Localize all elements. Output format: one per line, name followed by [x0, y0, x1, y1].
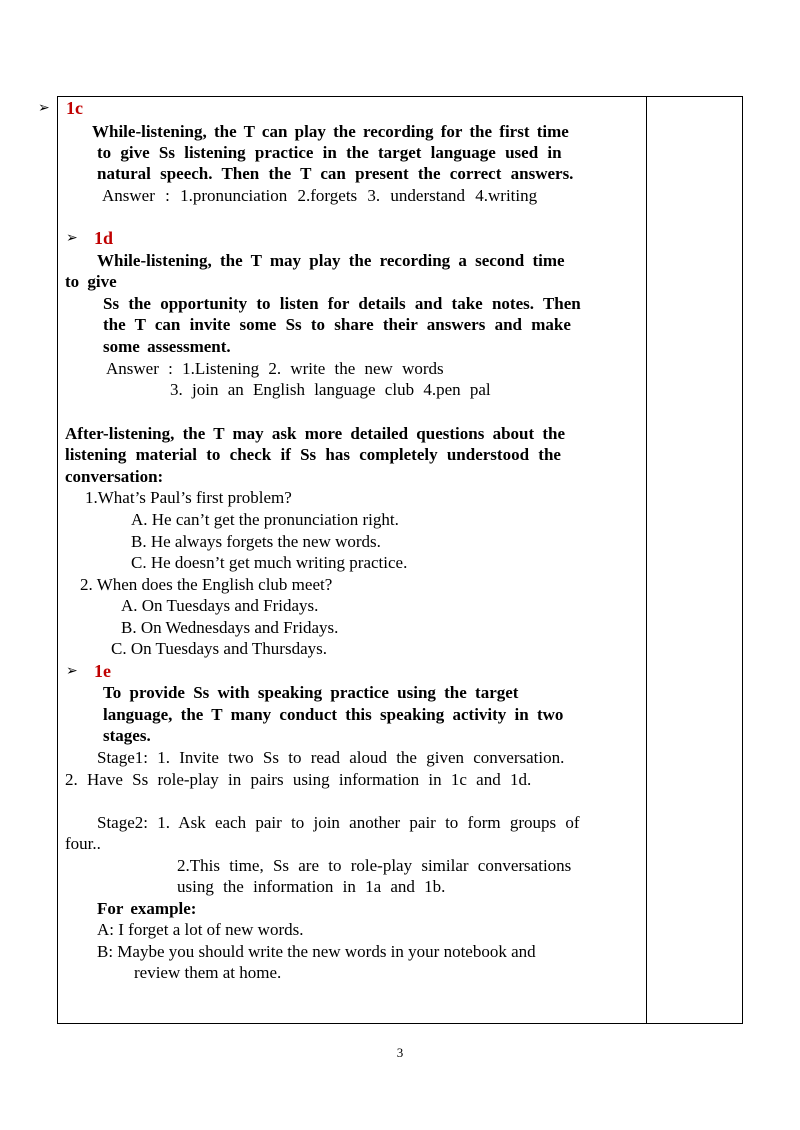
s1c-line-2: to give Ss listening practice in the target language used in	[97, 143, 562, 162]
s1e-line-3: stages.	[103, 726, 151, 745]
s1c-answer: Answer : 1.pronunciation 2.forgets 3. understand 4.writing	[102, 186, 538, 205]
question-1: 1.What’s Paul’s first problem?	[85, 488, 292, 507]
q2-option-a: A. On Tuesdays and Fridays.	[121, 596, 319, 615]
stage2-line-2: four..	[65, 834, 101, 853]
after-line-3: conversation:	[65, 467, 164, 486]
q1-option-c: C. He doesn’t get much writing practice.	[131, 553, 408, 572]
stage1-line-2: 2. Have Ss role-play in pairs using information in 1c and 1d.	[65, 770, 532, 789]
section-heading-1c: 1c	[66, 98, 83, 118]
s1d-line-4: the T can invite some Ss to share their answers and make	[103, 315, 571, 334]
example-b-line-1: B: Maybe you should write the new words in your notebook and	[97, 942, 536, 961]
after-line-1: After-listening, the T may ask more detailed questions about the	[65, 424, 566, 443]
s1d-line-3: Ss the opportunity to listen for details and take notes. Then	[103, 294, 581, 313]
s1d-line-1: While-listening, the T may play the recording a second time	[97, 251, 565, 270]
arrow-bullet-icon: ➢	[38, 100, 50, 116]
after-line-2: listening material to check if Ss has completely understood the	[65, 445, 561, 464]
example-label: For example:	[97, 899, 197, 918]
section-heading-1e: 1e	[94, 661, 111, 681]
q2-option-b: B. On Wednesdays and Fridays.	[121, 618, 339, 637]
s1d-answer-2: 3. join an English language club 4.pen pal	[170, 380, 491, 399]
section-heading-1d: 1d	[94, 228, 114, 248]
stage2-line-3: 2.This time, Ss are to role-play similar conversations	[177, 856, 572, 875]
arrow-bullet-icon: ➢	[66, 663, 78, 679]
example-a: A: I forget a lot of new words.	[97, 920, 304, 939]
s1d-line-5: some assessment.	[103, 337, 231, 356]
stage2-line-1: Stage2: 1. Ask each pair to join another pair to form groups of	[97, 813, 580, 832]
s1d-line-2: to give	[65, 272, 117, 291]
s1d-answer-1: Answer : 1.Listening 2. write the new words	[106, 359, 444, 378]
table-column-divider	[646, 96, 647, 1024]
stage2-line-4: using the information in 1a and 1b.	[177, 877, 446, 896]
q2-option-c: C. On Tuesdays and Thursdays.	[111, 639, 327, 658]
q1-option-a: A. He can’t get the pronunciation right.	[131, 510, 399, 529]
arrow-bullet-icon: ➢	[66, 230, 78, 246]
stage1-line-1: Stage1: 1. Invite two Ss to read aloud the given conversation.	[97, 748, 565, 767]
example-b-line-2: review them at home.	[134, 963, 282, 982]
s1c-line-3: natural speech. Then the T can present the correct answers.	[97, 164, 574, 183]
q1-option-b: B. He always forgets the new words.	[131, 532, 381, 551]
page-number: 3	[396, 1045, 404, 1060]
s1e-line-2: language, the T many conduct this speaking activity in two	[103, 705, 564, 724]
s1e-line-1: To provide Ss with speaking practice using the target	[103, 683, 519, 702]
question-2: 2. When does the English club meet?	[80, 575, 333, 594]
s1c-line-1: While-listening, the T can play the recording for the first time	[92, 122, 569, 141]
